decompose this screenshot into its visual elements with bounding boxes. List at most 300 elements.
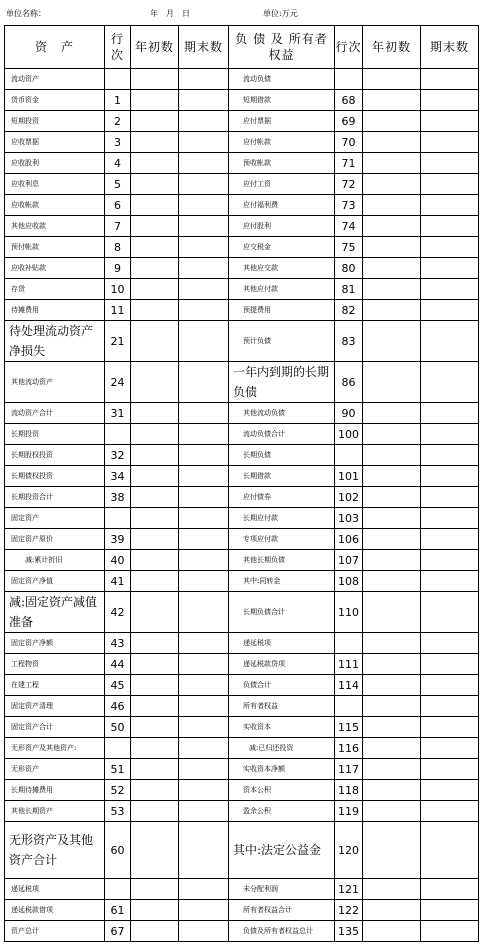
row-asset-label: 资产总计 <box>5 921 105 942</box>
row-liab-line-no: 70 <box>335 132 363 153</box>
row-asset-closing <box>179 738 229 759</box>
row-liab-label: 其他长期负债 <box>229 550 335 571</box>
row-asset-closing <box>179 822 229 879</box>
row-liab-opening <box>363 675 421 696</box>
row-asset-closing <box>179 279 229 300</box>
row-liab-opening <box>363 195 421 216</box>
row-asset-closing <box>179 675 229 696</box>
row-liab-line-no: 72 <box>335 174 363 195</box>
table-row <box>5 529 479 550</box>
table-row <box>5 921 479 942</box>
row-asset-opening <box>131 759 179 780</box>
row-liab-line-no: 90 <box>335 403 363 424</box>
col-assets: 资 产 <box>5 26 105 69</box>
row-asset-closing <box>179 195 229 216</box>
row-asset-line-no: 38 <box>105 487 131 508</box>
row-liab-opening <box>363 633 421 654</box>
row-asset-line-no: 24 <box>105 362 131 403</box>
row-asset-label: 其他长期资产 <box>5 801 105 822</box>
row-asset-opening <box>131 921 179 942</box>
balance-sheet-table <box>4 25 479 942</box>
row-liab-label: 实收资本净额 <box>229 759 335 780</box>
row-asset-closing <box>179 900 229 921</box>
row-asset-opening <box>131 153 179 174</box>
row-liab-line-no: 115 <box>335 717 363 738</box>
row-asset-label: 应收补贴款 <box>5 258 105 279</box>
table-row <box>5 258 479 279</box>
row-asset-opening <box>131 174 179 195</box>
row-liab-label: 长期负债 <box>229 445 335 466</box>
row-liab-label: 递延税项 <box>229 633 335 654</box>
row-asset-opening <box>131 216 179 237</box>
row-asset-line-no: 46 <box>105 696 131 717</box>
table-row <box>5 424 479 445</box>
row-liab-opening <box>363 279 421 300</box>
row-liab-line-no: 68 <box>335 90 363 111</box>
row-liab-label: 预收帐款 <box>229 153 335 174</box>
row-liab-opening <box>363 362 421 403</box>
row-liab-label: 专项应付款 <box>229 529 335 550</box>
row-asset-closing <box>179 487 229 508</box>
row-asset-line-no: 40 <box>105 550 131 571</box>
row-asset-closing <box>179 550 229 571</box>
row-asset-closing <box>179 571 229 592</box>
row-liab-opening <box>363 759 421 780</box>
row-asset-line-no: 9 <box>105 258 131 279</box>
row-liab-line-no: 100 <box>335 424 363 445</box>
row-asset-line-no: 61 <box>105 900 131 921</box>
row-asset-closing <box>179 879 229 900</box>
row-liab-closing <box>421 822 479 879</box>
row-asset-line-no: 42 <box>105 592 131 633</box>
row-asset-opening <box>131 362 179 403</box>
unit-name-label: 单位名称： <box>6 9 46 18</box>
row-asset-opening <box>131 424 179 445</box>
row-asset-closing <box>179 132 229 153</box>
row-asset-line-no: 60 <box>105 822 131 879</box>
row-liab-line-no <box>335 69 363 90</box>
row-asset-line-no <box>105 69 131 90</box>
row-liab-line-no: 81 <box>335 279 363 300</box>
row-liab-closing <box>421 487 479 508</box>
row-liab-closing <box>421 279 479 300</box>
currency-label: 单位:万元 <box>263 9 298 18</box>
table-row <box>5 822 479 879</box>
row-asset-closing <box>179 508 229 529</box>
row-asset-line-no: 41 <box>105 571 131 592</box>
row-asset-line-no: 43 <box>105 633 131 654</box>
row-asset-label: 流动资产合计 <box>5 403 105 424</box>
row-liab-closing <box>421 300 479 321</box>
row-asset-opening <box>131 633 179 654</box>
table-row <box>5 90 479 111</box>
row-liab-line-no: 119 <box>335 801 363 822</box>
row-asset-closing <box>179 592 229 633</box>
table-row <box>5 508 479 529</box>
row-asset-label: 固定资产原价 <box>5 529 105 550</box>
sheet-header <box>0 8 483 24</box>
row-liab-label: 未分配利润 <box>229 879 335 900</box>
row-asset-label: 短期投资 <box>5 111 105 132</box>
row-liab-label: 其他流动负债 <box>229 403 335 424</box>
row-liab-opening <box>363 403 421 424</box>
row-asset-closing <box>179 759 229 780</box>
row-liab-label: 盈余公积 <box>229 801 335 822</box>
row-liab-line-no: 135 <box>335 921 363 942</box>
row-asset-opening <box>131 508 179 529</box>
row-asset-label: 长期投资 <box>5 424 105 445</box>
row-asset-closing <box>179 403 229 424</box>
row-liab-closing <box>421 592 479 633</box>
row-liab-closing <box>421 654 479 675</box>
row-asset-opening <box>131 900 179 921</box>
row-liab-label: 流动负债 <box>229 69 335 90</box>
col-closing: 期末数 <box>179 26 229 69</box>
row-liab-closing <box>421 195 479 216</box>
row-liab-line-no: 114 <box>335 675 363 696</box>
row-asset-line-no: 3 <box>105 132 131 153</box>
row-liab-closing <box>421 174 479 195</box>
row-asset-line-no: 44 <box>105 654 131 675</box>
row-asset-label: 长期债权投资 <box>5 466 105 487</box>
row-liab-label: 短期借款 <box>229 90 335 111</box>
table-row <box>5 633 479 654</box>
row-liab-label: 递延税款贷项 <box>229 654 335 675</box>
row-liab-line-no: 86 <box>335 362 363 403</box>
row-asset-closing <box>179 153 229 174</box>
col-liab-equity: 负 债 及 所有者权益 <box>229 26 335 69</box>
table-row <box>5 487 479 508</box>
table-row <box>5 550 479 571</box>
row-liab-label: 所有者权益 <box>229 696 335 717</box>
table-row <box>5 571 479 592</box>
row-liab-opening <box>363 424 421 445</box>
row-asset-opening <box>131 237 179 258</box>
row-asset-label: 无形资产 <box>5 759 105 780</box>
row-asset-label: 固定资产 <box>5 508 105 529</box>
row-liab-closing <box>421 801 479 822</box>
table-row <box>5 675 479 696</box>
row-asset-opening <box>131 258 179 279</box>
row-liab-line-no <box>335 445 363 466</box>
row-liab-closing <box>421 879 479 900</box>
table-row <box>5 696 479 717</box>
row-asset-opening <box>131 403 179 424</box>
row-liab-opening <box>363 174 421 195</box>
table-row <box>5 466 479 487</box>
row-asset-line-no: 2 <box>105 111 131 132</box>
row-liab-line-no: 73 <box>335 195 363 216</box>
row-liab-label: 应付债券 <box>229 487 335 508</box>
table-row <box>5 132 479 153</box>
column-header-row <box>5 26 479 69</box>
row-liab-label: 长期应付款 <box>229 508 335 529</box>
row-asset-line-no: 1 <box>105 90 131 111</box>
row-asset-closing <box>179 696 229 717</box>
row-liab-closing <box>421 132 479 153</box>
row-asset-closing <box>179 654 229 675</box>
col-opening-2: 年初数 <box>363 26 421 69</box>
row-liab-closing <box>421 403 479 424</box>
row-asset-label: 待处理流动资产净损失 <box>5 321 105 362</box>
row-liab-closing <box>421 90 479 111</box>
row-liab-closing <box>421 900 479 921</box>
row-asset-label: 减:固定资产减值准备 <box>5 592 105 633</box>
row-liab-line-no: 121 <box>335 879 363 900</box>
row-liab-closing <box>421 321 479 362</box>
row-asset-label: 递延税项 <box>5 879 105 900</box>
row-asset-opening <box>131 738 179 759</box>
row-liab-line-no: 74 <box>335 216 363 237</box>
row-asset-line-no: 52 <box>105 780 131 801</box>
table-row <box>5 445 479 466</box>
table-row <box>5 195 479 216</box>
row-asset-line-no <box>105 508 131 529</box>
row-asset-opening <box>131 300 179 321</box>
row-asset-line-no: 45 <box>105 675 131 696</box>
table-row <box>5 321 479 362</box>
row-liab-label: 应付股利 <box>229 216 335 237</box>
row-asset-closing <box>179 801 229 822</box>
row-liab-opening <box>363 487 421 508</box>
row-asset-label: 待摊费用 <box>5 300 105 321</box>
row-liab-opening <box>363 571 421 592</box>
row-liab-opening <box>363 529 421 550</box>
row-asset-line-no: 10 <box>105 279 131 300</box>
row-liab-label: 负债及所有者权益总计 <box>229 921 335 942</box>
row-liab-opening <box>363 216 421 237</box>
row-liab-line-no: 118 <box>335 780 363 801</box>
row-asset-closing <box>179 111 229 132</box>
row-liab-closing <box>421 258 479 279</box>
table-row <box>5 69 479 90</box>
row-asset-line-no: 6 <box>105 195 131 216</box>
row-liab-opening <box>363 258 421 279</box>
row-asset-line-no: 31 <box>105 403 131 424</box>
row-liab-label: 长期负债合计 <box>229 592 335 633</box>
row-asset-line-no: 67 <box>105 921 131 942</box>
row-asset-label: 存货 <box>5 279 105 300</box>
row-liab-label: 应付票据 <box>229 111 335 132</box>
row-asset-line-no <box>105 879 131 900</box>
table-row <box>5 592 479 633</box>
row-asset-closing <box>179 445 229 466</box>
row-asset-label: 固定资产净额 <box>5 633 105 654</box>
row-asset-line-no: 51 <box>105 759 131 780</box>
row-liab-opening <box>363 321 421 362</box>
row-asset-opening <box>131 675 179 696</box>
row-liab-line-no: 102 <box>335 487 363 508</box>
row-liab-closing <box>421 717 479 738</box>
row-liab-opening <box>363 111 421 132</box>
row-liab-line-no: 120 <box>335 822 363 879</box>
col-opening: 年初数 <box>131 26 179 69</box>
row-asset-label: 在建工程 <box>5 675 105 696</box>
row-liab-label: 其中:法定公益金 <box>229 822 335 879</box>
row-asset-opening <box>131 822 179 879</box>
row-liab-line-no: 116 <box>335 738 363 759</box>
row-asset-opening <box>131 529 179 550</box>
row-asset-line-no: 32 <box>105 445 131 466</box>
row-liab-line-no: 80 <box>335 258 363 279</box>
row-asset-opening <box>131 321 179 362</box>
row-liab-line-no: 75 <box>335 237 363 258</box>
row-liab-closing <box>421 529 479 550</box>
row-asset-closing <box>179 300 229 321</box>
table-row <box>5 900 479 921</box>
row-asset-closing <box>179 258 229 279</box>
row-asset-line-no: 8 <box>105 237 131 258</box>
table-row <box>5 759 479 780</box>
row-liab-closing <box>421 69 479 90</box>
row-liab-line-no: 83 <box>335 321 363 362</box>
table-row <box>5 279 479 300</box>
row-liab-line-no: 111 <box>335 654 363 675</box>
row-liab-label: 负债合计 <box>229 675 335 696</box>
row-liab-line-no: 117 <box>335 759 363 780</box>
row-asset-line-no: 39 <box>105 529 131 550</box>
table-row <box>5 111 479 132</box>
row-liab-label: 其他应付款 <box>229 279 335 300</box>
row-liab-closing <box>421 111 479 132</box>
row-asset-label: 固定资产清理 <box>5 696 105 717</box>
row-asset-opening <box>131 592 179 633</box>
row-asset-opening <box>131 466 179 487</box>
row-asset-opening <box>131 696 179 717</box>
row-asset-label: 长期待摊费用 <box>5 780 105 801</box>
row-liab-label: 流动负债合计 <box>229 424 335 445</box>
row-liab-opening <box>363 822 421 879</box>
row-asset-label: 预付帐款 <box>5 237 105 258</box>
row-liab-opening <box>363 780 421 801</box>
row-liab-opening <box>363 300 421 321</box>
row-liab-label: 减:已归还投资 <box>229 738 335 759</box>
table-row <box>5 801 479 822</box>
row-asset-line-no <box>105 738 131 759</box>
row-liab-opening <box>363 879 421 900</box>
row-asset-closing <box>179 529 229 550</box>
row-asset-label: 固定资产净值 <box>5 571 105 592</box>
row-asset-opening <box>131 69 179 90</box>
date-label: 年 月 日 <box>150 9 190 18</box>
row-liab-closing <box>421 696 479 717</box>
row-liab-label: 应交税金 <box>229 237 335 258</box>
row-asset-label: 无形资产及其他资产合计 <box>5 822 105 879</box>
row-asset-closing <box>179 717 229 738</box>
row-asset-label: 固定资产合计 <box>5 717 105 738</box>
row-asset-closing <box>179 362 229 403</box>
row-liab-closing <box>421 571 479 592</box>
row-liab-opening <box>363 466 421 487</box>
row-liab-closing <box>421 780 479 801</box>
row-liab-line-no: 82 <box>335 300 363 321</box>
row-liab-closing <box>421 466 479 487</box>
row-liab-closing <box>421 738 479 759</box>
row-liab-opening <box>363 801 421 822</box>
row-asset-opening <box>131 550 179 571</box>
col-closing-2: 期末数 <box>421 26 479 69</box>
row-liab-closing <box>421 508 479 529</box>
row-liab-opening <box>363 153 421 174</box>
row-asset-label: 长期股权投资 <box>5 445 105 466</box>
row-asset-opening <box>131 445 179 466</box>
row-asset-label: 应收股利 <box>5 153 105 174</box>
row-asset-opening <box>131 654 179 675</box>
row-liab-closing <box>421 921 479 942</box>
table-row <box>5 153 479 174</box>
table-row <box>5 216 479 237</box>
row-asset-closing <box>179 216 229 237</box>
row-liab-closing <box>421 445 479 466</box>
table-row <box>5 237 479 258</box>
row-liab-line-no: 108 <box>335 571 363 592</box>
row-liab-label: 资本公积 <box>229 780 335 801</box>
row-liab-line-no <box>335 633 363 654</box>
row-liab-opening <box>363 445 421 466</box>
row-asset-opening <box>131 487 179 508</box>
row-liab-opening <box>363 132 421 153</box>
row-asset-closing <box>179 424 229 445</box>
row-asset-label: 应收帐款 <box>5 195 105 216</box>
row-liab-closing <box>421 216 479 237</box>
row-asset-opening <box>131 879 179 900</box>
row-liab-line-no: 71 <box>335 153 363 174</box>
row-asset-opening <box>131 571 179 592</box>
table-row <box>5 403 479 424</box>
row-asset-closing <box>179 321 229 362</box>
row-liab-label: 预提费用 <box>229 300 335 321</box>
row-liab-opening <box>363 69 421 90</box>
row-liab-label: 长期借款 <box>229 466 335 487</box>
row-asset-label: 递延税款借项 <box>5 900 105 921</box>
col-line-no: 行次 <box>105 26 131 69</box>
row-liab-line-no <box>335 696 363 717</box>
row-liab-label: 实收资本 <box>229 717 335 738</box>
row-liab-line-no: 103 <box>335 508 363 529</box>
table-row <box>5 654 479 675</box>
row-liab-label: 应付福利费 <box>229 195 335 216</box>
row-asset-opening <box>131 195 179 216</box>
row-asset-closing <box>179 174 229 195</box>
row-asset-opening <box>131 717 179 738</box>
row-liab-closing <box>421 362 479 403</box>
row-liab-label: 其他应交款 <box>229 258 335 279</box>
row-liab-closing <box>421 633 479 654</box>
row-liab-closing <box>421 675 479 696</box>
row-liab-label: 所有者权益合计 <box>229 900 335 921</box>
row-asset-line-no <box>105 424 131 445</box>
row-asset-line-no: 4 <box>105 153 131 174</box>
row-liab-opening <box>363 90 421 111</box>
table-row <box>5 717 479 738</box>
row-liab-opening <box>363 237 421 258</box>
row-asset-label: 应收票据 <box>5 132 105 153</box>
row-asset-line-no: 50 <box>105 717 131 738</box>
row-liab-line-no: 69 <box>335 111 363 132</box>
row-liab-line-no: 107 <box>335 550 363 571</box>
row-asset-line-no: 53 <box>105 801 131 822</box>
row-liab-label: 预计负债 <box>229 321 335 362</box>
row-asset-line-no: 34 <box>105 466 131 487</box>
row-asset-label: 货币资金 <box>5 90 105 111</box>
row-asset-label: 长期投资合计 <box>5 487 105 508</box>
row-asset-label: 其他应收款 <box>5 216 105 237</box>
row-asset-line-no: 21 <box>105 321 131 362</box>
row-asset-label: 减:累计折旧 <box>5 550 105 571</box>
row-liab-opening <box>363 592 421 633</box>
row-asset-closing <box>179 90 229 111</box>
row-asset-label: 流动资产 <box>5 69 105 90</box>
